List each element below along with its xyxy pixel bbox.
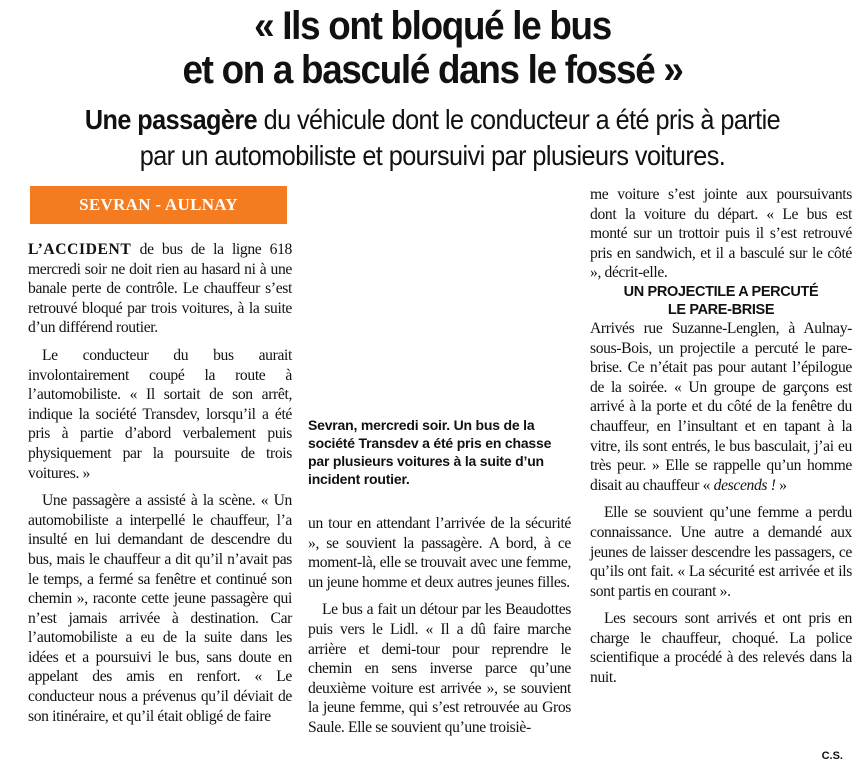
headline-line-1: « Ils ont bloqué le bus	[254, 4, 611, 48]
subhead-line-2: LE PARE-BRISE	[667, 301, 775, 318]
location-kicker: SEVRAN - AULNAY	[30, 186, 287, 224]
quote-italic: descends !	[713, 476, 776, 494]
paragraph: Les secours sont arrivés et ont pris en charge le chauffeur, choqué. La police scientifique a procédé à des relevés dans la nuit.	[590, 610, 852, 687]
subhead-line-1: UN PROJECTILE A PERCUTÉ	[623, 283, 819, 300]
author-signature: C.S.	[821, 750, 843, 762]
paragraph	[28, 240, 292, 338]
paragraph: Elle se souvient qu’une femme a perdu connaissance. Une autre a demandé aux jeunes de laisser descendre les passagers, ce qu’ils ont fait. « La sécurité est arrivée et ils sont partis en courant ».	[590, 504, 852, 600]
paragraph: Une passagère a assisté à la scène. « Un automobiliste a interpellé le chauffeur, l’a insulté en lui demandant de descendre du bus, mais le chauffeur a dit qu’il n’avait pas le temps, a fermé sa fenêtre et continué son chemin », raconte cette jeune passagère qui n’est jamais arrivée à destination. Car l’automobiliste a eu de la suite dans les idées et a poursuivi le bus, sans doute en appelant des amis en renfort. « Le conducteur nous a prévenus qu’il déviait de son itinéraire, et qu’il était obligé de faire	[28, 492, 292, 725]
article-column-1	[28, 240, 292, 726]
standfirst-bold: Une passagère	[84, 104, 258, 135]
paragraph: me voiture s’est jointe aux poursuivants dont la voiture du départ. « Le bus est monté sur un trottoir puis il s’est retrouvé pris en sandwich, et il a basculé sur le côté », décrit-elle.	[590, 186, 852, 282]
article-column-3	[590, 185, 852, 688]
paragraph: Le bus a fait un détour par les Beaudottes puis vers le Lidl. « Il a dû faire marche arrière et demi-tour pour reprendre le chemin en sens inverse parce qu’une deuxième voiture est arrivée », se souvient la jeune femme, qui s’est retrouvée au Gros Saule. Elle se souvient qu’une troisiè-	[308, 601, 571, 736]
paragraph-text: Arrivés rue Suzanne-Lenglen, à Aulnay-sous-Bois, un projectile a percuté le pare-brise. Ce n’était pas pour autant l’épilogue de la soirée. « Un groupe de garçons est arrivé à la porte et du côté de la fenêtre du chauffeur, en l’insultant et en tapant à la vitre, ils sont entrés, le bus basculait, j’ai eu très peur. » Elle se rappelle qu’un homme disait au chauffeur «	[590, 319, 852, 494]
paragraph: Le conducteur du bus aurait involontairement coupé la route à l’automobiliste. « Il sortait de son arrêt, indique la société Transdev, lorsqu’il a été pris à partie d’abord verbalement puis physiquement par la poursuite de trois voitures. »	[28, 346, 292, 482]
paragraph: un tour en attendant l’arrivée de la sécurité », se souvient la passagère. A bord, à ce moment-là, elle se trouvait avec une femme, un jeune homme et deux autres jeunes filles.	[308, 515, 571, 591]
lead-rest: de bus de la ligne 618 mercredi soir ne doit rien au hasard ni à une banale perte de contrôle. Le chauffeur s’est retrouvé bloqué par trois voitures, à la suite d’un différend routier.	[28, 241, 292, 337]
paragraph-text: »	[775, 476, 787, 494]
standfirst	[43, 102, 822, 174]
paragraph	[590, 319, 852, 495]
article-column-2	[308, 514, 571, 738]
standfirst-line-2: par un automobiliste et poursuivi par plusieurs voitures.	[139, 140, 726, 171]
lead-word: L’ACCIDENT	[28, 241, 132, 258]
headline	[35, 4, 831, 92]
section-subhead	[590, 283, 852, 319]
headline-line-2: et on a basculé dans le fossé »	[182, 48, 683, 92]
standfirst-rest: du véhicule dont le conducteur a été pris à partie	[257, 104, 781, 135]
photo-caption: Sevran, mercredi soir. Un bus de la société Transdev a été pris en chasse par plusieurs voitures à la suite d’un incident routier.	[308, 417, 552, 487]
